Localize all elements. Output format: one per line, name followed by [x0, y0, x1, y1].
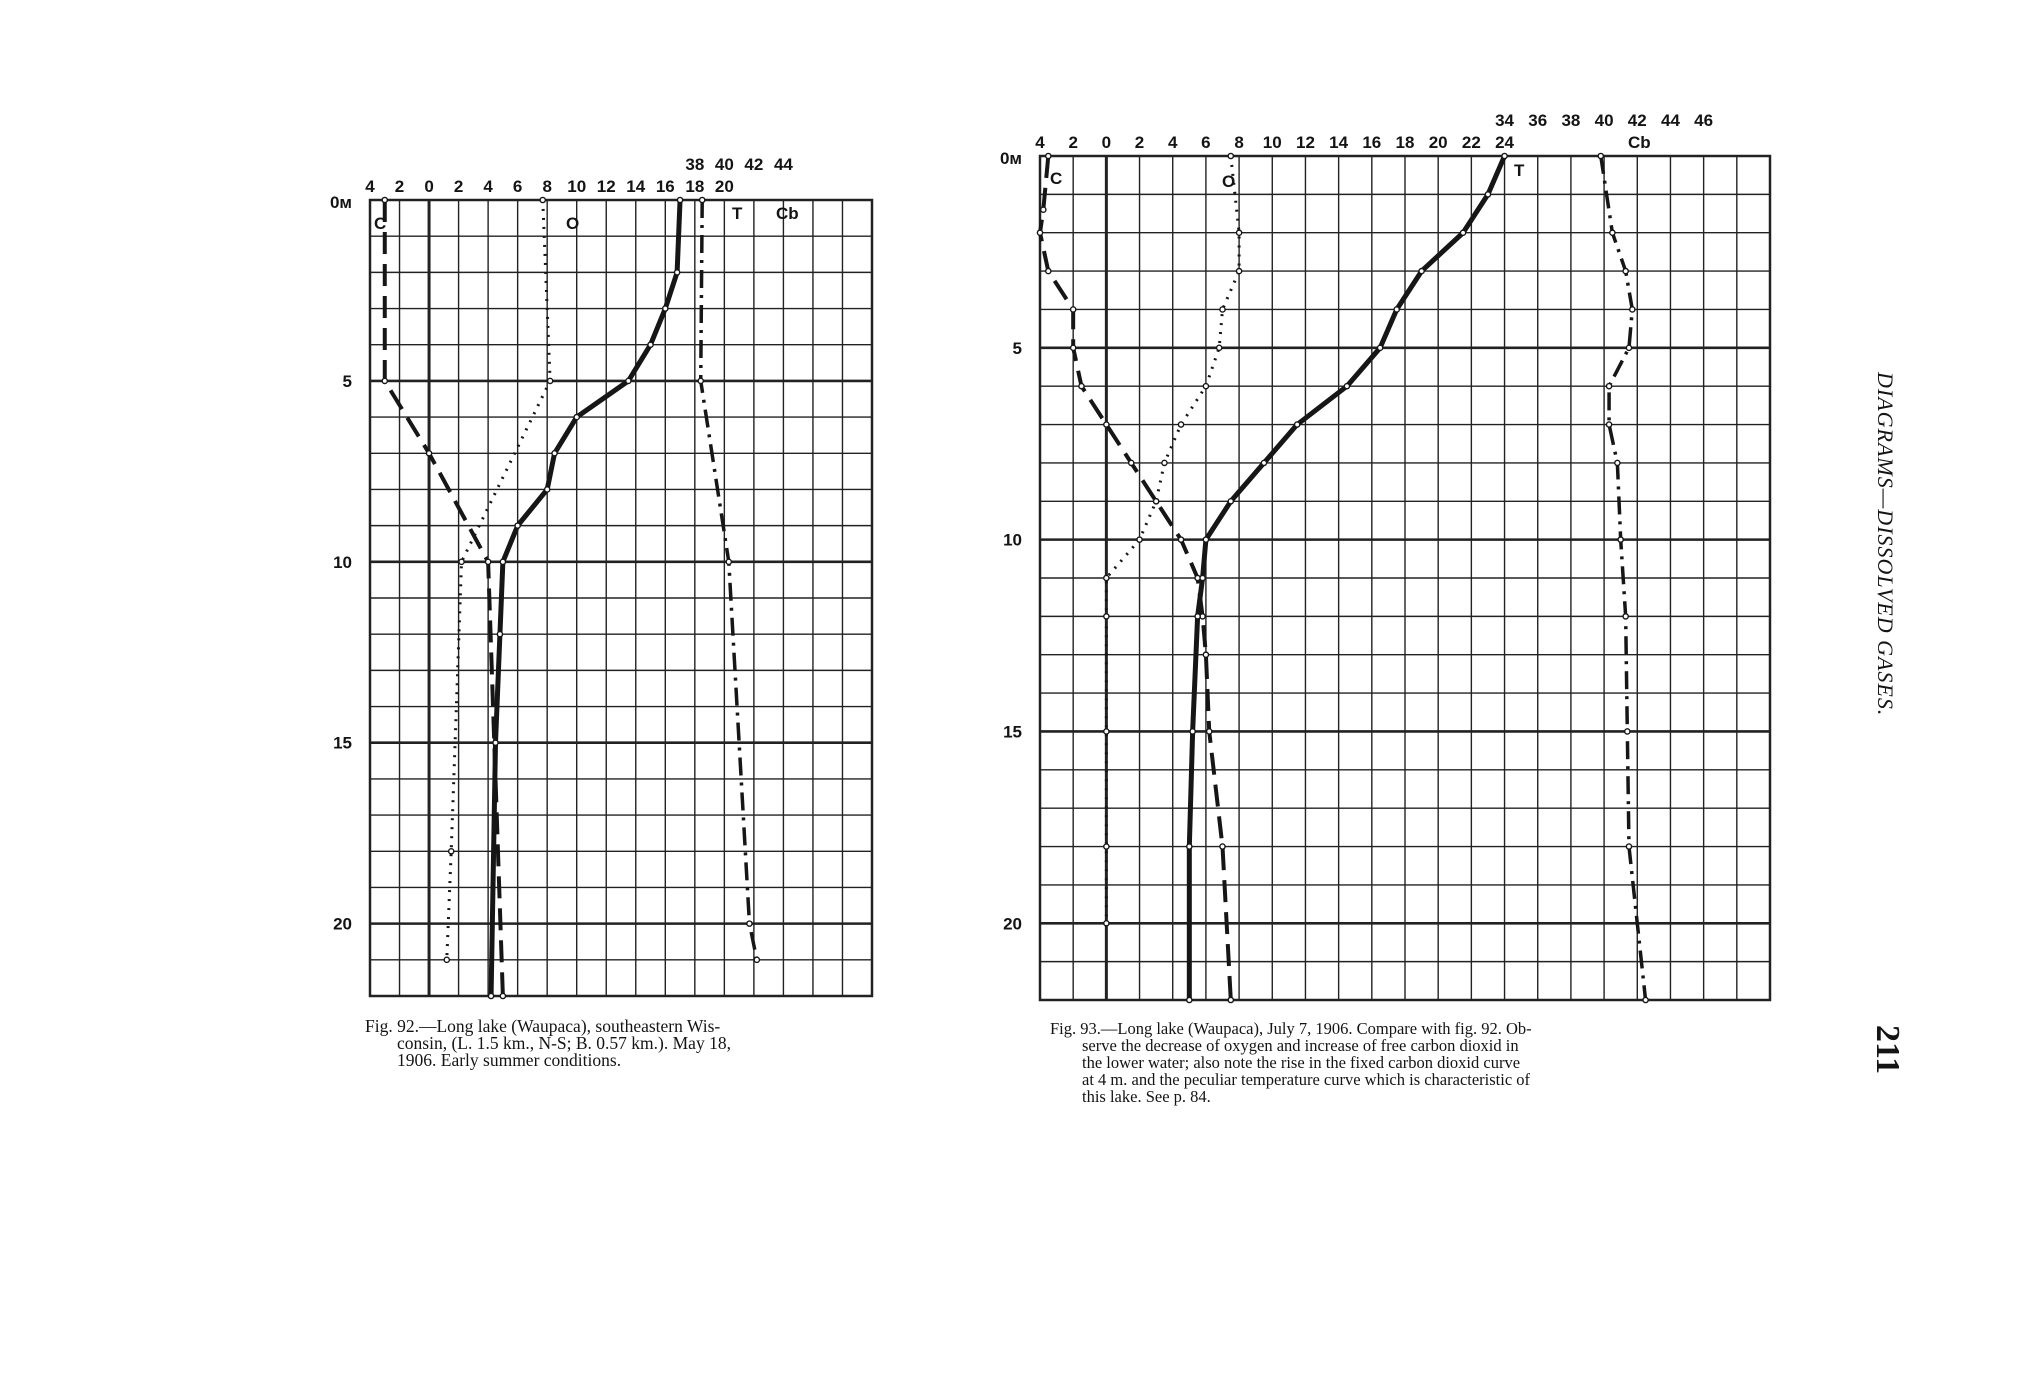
fig-1-x-tick: 12	[1295, 133, 1315, 152]
fig-1-point-t	[1485, 192, 1490, 197]
fig-1-point-o	[1178, 422, 1183, 427]
fig-1-point-o	[1217, 345, 1222, 350]
fig-0-x-tick: 12	[596, 177, 616, 196]
fig-0-point-c	[382, 197, 387, 202]
fig-0-point-t	[493, 740, 498, 745]
fig-0-y-tick: 20	[333, 914, 352, 934]
fig-92-caption-line: 1906. Early summer conditions.	[397, 1050, 622, 1070]
fig-1-point-t	[1502, 153, 1507, 158]
fig-1-x-tick: 18	[1395, 133, 1415, 152]
fig-1-x-upper-tick: 46	[1694, 111, 1714, 130]
fig-1-point-cb	[1625, 729, 1630, 734]
fig-1-x-tick: 14	[1329, 133, 1349, 152]
fig-1-point-t	[1261, 460, 1266, 465]
fig-1-point-c	[1220, 844, 1225, 849]
fig-1-point-o	[1236, 230, 1241, 235]
fig-1-point-t	[1394, 307, 1399, 312]
fig-0-x-tick: 8	[542, 177, 552, 196]
fig-1-point-c	[1046, 268, 1051, 273]
fig-0-point-c	[486, 559, 491, 564]
fig-93-caption-line: at 4 m. and the peculiar temperature curve which is characteristic of	[1082, 1070, 1531, 1089]
fig-0-label-o: O	[566, 214, 580, 233]
fig-92-caption-line: Fig. 92.—Long lake (Waupaca), southeastern Wis-	[365, 1016, 721, 1036]
fig-1-label-cb: Cb	[1628, 133, 1651, 152]
fig-0-point-cb	[747, 921, 752, 926]
fig-1-y-tick: 15	[1003, 722, 1022, 742]
fig-1-x-tick: 22	[1461, 133, 1481, 152]
fig-1-point-cb	[1643, 997, 1648, 1002]
fig-0-x-tick: 0	[424, 177, 434, 196]
fig-0-point-c	[426, 451, 431, 456]
fig-1-x-tick: 10	[1262, 133, 1282, 152]
fig-93-caption-line: this lake. See p. 84.	[1082, 1087, 1211, 1106]
fig-1-point-o	[1228, 153, 1233, 158]
fig-1-point-t	[1203, 537, 1208, 542]
fig-1-point-cb	[1610, 230, 1615, 235]
fig-1-point-t	[1419, 268, 1424, 273]
fig-0-point-cb	[726, 559, 731, 564]
fig-0-point-cb	[698, 378, 703, 383]
fig-0-series-cb	[701, 200, 757, 960]
fig-1-x-upper-tick: 40	[1594, 111, 1614, 130]
page-number-text: 211	[1869, 1025, 1906, 1075]
fig-1-point-cb	[1615, 460, 1620, 465]
fig-93-caption-line: serve the decrease of oxygen and increase of free carbon dioxid in	[1082, 1036, 1519, 1055]
fig-1-point-c	[1041, 207, 1046, 212]
fig-1-point-t	[1187, 997, 1192, 1002]
fig-0-point-t	[574, 414, 579, 419]
fig-1-point-o	[1236, 268, 1241, 273]
fig-1-x-tick: 2	[1134, 133, 1145, 152]
fig-0-x-tick: 14	[626, 177, 646, 196]
fig-0-point-t	[500, 559, 505, 564]
fig-0-x-tick: 18	[685, 177, 705, 196]
fig-1-point-c	[1079, 384, 1084, 389]
fig-1-point-o	[1154, 499, 1159, 504]
fig-1-point-c	[1129, 460, 1134, 465]
fig-0-point-t	[545, 487, 550, 492]
fig-1-y-tick: 5	[1012, 338, 1022, 358]
fig-1-point-c	[1178, 537, 1183, 542]
fig-93-caption-line: Fig. 93.—Long lake (Waupaca), July 7, 1906. Compare with fig. 92. Ob-	[1050, 1019, 1532, 1038]
fig-0-label-cb: Cb	[776, 204, 799, 223]
fig-1-point-o	[1104, 729, 1109, 734]
fig-1-label-t: T	[1514, 161, 1525, 180]
fig-1-point-o	[1162, 460, 1167, 465]
fig-1-point-o	[1203, 384, 1208, 389]
fig-1-point-cb	[1598, 153, 1603, 158]
fig-1-point-o	[1220, 307, 1225, 312]
fig-1-y-tick: 0м	[999, 149, 1022, 168]
fig-92-caption	[365, 1018, 875, 1069]
fig-0-point-o	[459, 559, 464, 564]
fig-93-caption	[1050, 1020, 1780, 1105]
fig-1-x-tick: 8	[1234, 133, 1244, 152]
fig-1-x-tick: 24	[1495, 133, 1515, 152]
fig-0-x-tick: 16	[655, 177, 675, 196]
fig-1-point-o	[1104, 921, 1109, 926]
running-title-text: DIAGRAMS—DISSOLVED GASES.	[1873, 372, 1898, 717]
fig-1-label-o: O	[1222, 172, 1236, 191]
fig-0-x-tick: 4	[483, 177, 493, 196]
fig-0-point-cb	[700, 197, 705, 202]
fig-1-point-c	[1071, 307, 1076, 312]
fig-0-point-t	[626, 378, 631, 383]
fig-1-point-t	[1195, 614, 1200, 619]
fig-0-point-o	[548, 378, 553, 383]
fig-1-y-tick: 10	[1003, 530, 1022, 550]
fig-0-point-t	[488, 993, 493, 998]
fig-0-x-tick: 4	[365, 177, 375, 196]
fig-1-point-o	[1104, 844, 1109, 849]
fig-0-point-t	[515, 523, 520, 528]
fig-0-point-t	[648, 342, 653, 347]
running-title	[1868, 372, 1898, 812]
fig-0-point-t	[663, 306, 668, 311]
fig-1-point-cb	[1606, 384, 1611, 389]
fig-0-point-t	[675, 270, 680, 275]
fig-1-x-tick: 20	[1428, 133, 1448, 152]
fig-1-point-t	[1344, 384, 1349, 389]
fig-1-label-c: C	[1050, 169, 1063, 188]
fig-1-x-upper-tick: 42	[1627, 111, 1647, 130]
fig-1-point-t	[1187, 844, 1192, 849]
fig-1-x-upper-tick: 34	[1495, 111, 1515, 130]
fig-0-x-tick: 2	[394, 177, 405, 196]
fig-1-x-tick: 6	[1201, 133, 1211, 152]
page-number	[1870, 1025, 1906, 1085]
fig-0-point-t	[677, 197, 682, 202]
fig-1-point-cb	[1623, 268, 1628, 273]
fig-0-point-o	[540, 197, 545, 202]
fig-1-x-upper-tick: 36	[1528, 111, 1548, 130]
fig-1-point-c	[1228, 997, 1233, 1002]
fig-1-point-o	[1137, 537, 1142, 542]
fig-1-x-tick: 0	[1101, 133, 1112, 152]
fig-1-point-cb	[1626, 844, 1631, 849]
fig-1-point-c	[1071, 345, 1076, 350]
fig-1-point-c	[1203, 652, 1208, 657]
fig-1-point-t	[1228, 499, 1233, 504]
fig-1-point-t	[1378, 345, 1383, 350]
fig-1-point-cb	[1623, 614, 1628, 619]
fig-1-point-t	[1190, 729, 1195, 734]
fig-0-x-upper-tick: 40	[714, 155, 734, 174]
fig-0-label-t: T	[732, 204, 743, 223]
fig-1-x-upper-tick: 38	[1561, 111, 1581, 130]
fig-0-point-o	[444, 957, 449, 962]
fig-0-y-tick: 15	[333, 733, 352, 753]
fig-0-point-c	[500, 993, 505, 998]
fig-1-point-t	[1200, 575, 1205, 580]
fig-93-caption-line: the lower water; also note the rise in the fixed carbon dioxid curve	[1082, 1053, 1521, 1072]
fig-1-x-tick: 4	[1035, 133, 1045, 152]
fig-1-point-cb	[1630, 307, 1635, 312]
fig-0-x-tick: 20	[714, 177, 734, 196]
fig-0-x-upper-tick: 42	[744, 155, 764, 174]
fig-0-point-o	[449, 849, 454, 854]
fig-0-y-tick: 10	[333, 552, 352, 572]
fig-92-caption-line: consin, (L. 1.5 km., N-S; B. 0.57 km.). May 18,	[397, 1033, 731, 1053]
fig-1-point-c	[1046, 153, 1051, 158]
fig-1-y-tick: 20	[1003, 914, 1022, 934]
fig-1-x-tick: 4	[1167, 133, 1178, 152]
fig-0-label-c: C	[374, 214, 387, 233]
fig-1-point-c	[1037, 230, 1042, 235]
fig-0-x-upper-tick: 38	[685, 155, 705, 174]
fig-1-point-c	[1104, 422, 1109, 427]
fig-1-point-cb	[1626, 345, 1631, 350]
fig-0-y-tick: 0м	[329, 193, 352, 212]
fig-1-x-tick: 2	[1068, 133, 1078, 152]
fig-0-point-t	[552, 451, 557, 456]
fig-0-x-upper-tick: 44	[773, 155, 793, 174]
fig-1-point-cb	[1618, 537, 1623, 542]
fig-0-point-c	[382, 378, 387, 383]
fig-0-x-tick: 6	[512, 177, 523, 196]
fig-1-point-c	[1207, 729, 1212, 734]
fig-1-point-t	[1460, 230, 1465, 235]
fig-0-point-cb	[754, 957, 759, 962]
fig-1-x-tick: 16	[1362, 133, 1382, 152]
fig-0-y-tick: 5	[342, 371, 352, 391]
fig-1-point-o	[1104, 614, 1109, 619]
fig-0-point-t	[497, 632, 502, 637]
fig-0-x-tick: 10	[567, 177, 587, 196]
fig-1-point-t	[1295, 422, 1300, 427]
fig-0-x-tick: 2	[453, 177, 464, 196]
fig-1-x-upper-tick: 44	[1660, 111, 1680, 130]
fig-1-point-cb	[1606, 422, 1611, 427]
fig-1-point-o	[1104, 575, 1109, 580]
